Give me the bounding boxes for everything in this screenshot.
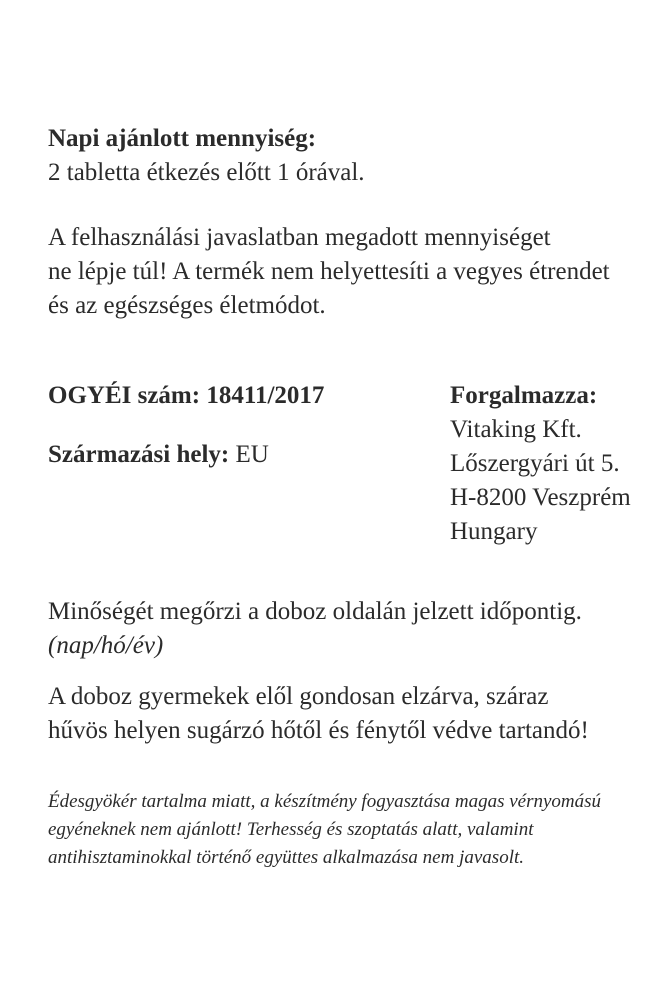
warning-line: ne lépje túl! A termék nem helyettesíti a vegyes étrendet — [48, 258, 610, 285]
warning-paragraph — [48, 221, 610, 323]
registration-label: OGYÉI szám: — [48, 382, 201, 409]
caution-paragraph — [48, 788, 601, 872]
distributor-section — [450, 379, 631, 549]
caution-line: antihisztaminokkal történő együttes alkalmazása nem javasolt. — [48, 847, 525, 868]
dosage-section — [48, 122, 365, 190]
dosage-heading: Napi ajánlott mennyiség: — [48, 125, 317, 152]
caution-line: egyéneknek nem ajánlott! Terhesség és szoptatás alatt, valamint — [48, 819, 534, 840]
warning-line: A felhasználási javaslatban megadott mennyiséget — [48, 224, 551, 251]
expiry-section — [48, 595, 582, 663]
registration-number: 18411/2017 — [206, 382, 325, 409]
distributor-heading: Forgalmazza: — [450, 382, 598, 409]
warning-line: és az egészséges életmódot. — [48, 292, 326, 319]
origin-line — [48, 438, 269, 472]
expiry-text: Minőségét megőrzi a doboz oldalán jelzett időpontig. — [48, 598, 582, 625]
dosage-text: 2 tabletta étkezés előtt 1 órával. — [48, 159, 365, 186]
expiry-format: (nap/hó/év) — [48, 632, 164, 659]
origin-label: Származási hely: — [48, 441, 230, 468]
origin-value: EU — [235, 441, 269, 468]
distributor-line: Lőszergyári út 5. — [450, 450, 620, 477]
distributor-line: Hungary — [450, 518, 538, 545]
caution-line: Édesgyökér tartalma miatt, a készítmény fogyasztása magas vérnyomású — [48, 791, 602, 812]
distributor-line: H-8200 Veszprém — [450, 484, 631, 511]
distributor-line: Vitaking Kft. — [450, 416, 582, 443]
registration-line — [48, 379, 324, 413]
storage-paragraph — [48, 680, 589, 748]
storage-line: A doboz gyermekek elől gondosan elzárva, száraz — [48, 683, 549, 710]
storage-line: hűvös helyen sugárzó hőtől és fénytől védve tartandó! — [48, 717, 589, 744]
